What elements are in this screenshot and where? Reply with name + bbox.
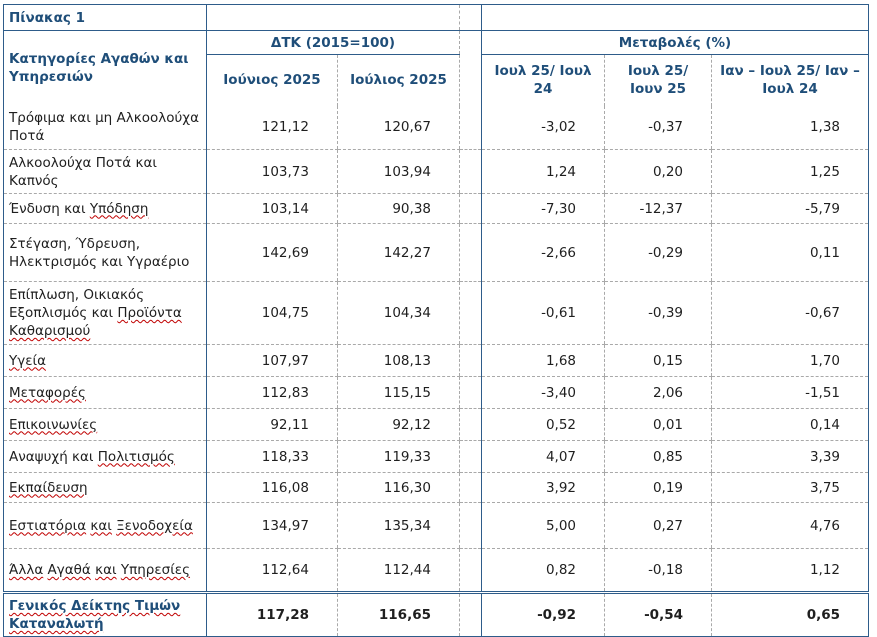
row-value: 4,07	[482, 441, 605, 473]
row-value: -5,79	[712, 194, 869, 224]
row-value: 108,13	[338, 345, 460, 377]
row-value: -0,18	[605, 549, 712, 593]
row-value: 115,15	[338, 377, 460, 409]
row-category: Μεταφορές	[4, 377, 207, 409]
row-value: 135,34	[338, 503, 460, 549]
row-value: -3,40	[482, 377, 605, 409]
spacer-cell	[460, 345, 482, 377]
table-row	[4, 503, 869, 549]
row-value: -0,39	[605, 282, 712, 345]
row-value: 0,27	[605, 503, 712, 549]
total-value: 117,28	[207, 593, 338, 637]
col-jul25-jul24: Ιουλ 25/ Ιουλ 24	[482, 55, 605, 106]
table-row	[4, 549, 869, 593]
row-value: 1,25	[712, 150, 869, 194]
row-value: 1,12	[712, 549, 869, 593]
cpi-table	[3, 4, 869, 637]
row-value: 0,15	[605, 345, 712, 377]
row-value: 3,39	[712, 441, 869, 473]
row-value: 134,97	[207, 503, 338, 549]
total-row	[4, 593, 869, 637]
row-category: Επίπλωση, Οικιακός Εξοπλισμός και Προϊόντα Καθαρισμού	[4, 282, 207, 345]
row-category: Στέγαση, Ύδρευση, Ηλεκτρισμός και Υγραέριο	[4, 224, 207, 282]
row-value: 0,20	[605, 150, 712, 194]
row-value: 0,11	[712, 224, 869, 282]
row-value: 0,82	[482, 549, 605, 593]
spacer-cell	[460, 377, 482, 409]
row-value: -7,30	[482, 194, 605, 224]
spacer-cell	[460, 150, 482, 194]
spacer-cell	[460, 106, 482, 150]
total-value: 116,65	[338, 593, 460, 637]
spacer-cell	[460, 503, 482, 549]
row-value: 90,38	[338, 194, 460, 224]
row-value: 1,68	[482, 345, 605, 377]
row-value: -12,37	[605, 194, 712, 224]
row-value: 0,01	[605, 409, 712, 441]
col-june-2025: Ιούνιος 2025	[207, 55, 338, 106]
row-value: 3,92	[482, 473, 605, 503]
spacer-cell	[460, 194, 482, 224]
row-value: 0,19	[605, 473, 712, 503]
row-category: Ένδυση και Υπόδηση	[4, 194, 207, 224]
row-category: Εκπαίδευση	[4, 473, 207, 503]
row-value: 104,75	[207, 282, 338, 345]
category-header: Κατηγορίες Αγαθών και Υπηρεσιών	[4, 31, 207, 106]
row-value: -0,67	[712, 282, 869, 345]
table-row	[4, 150, 869, 194]
row-value: 2,06	[605, 377, 712, 409]
row-value: 107,97	[207, 345, 338, 377]
spacer-cell	[460, 282, 482, 345]
row-category: Άλλα Αγαθά και Υπηρεσίες	[4, 549, 207, 593]
row-value: 112,64	[207, 549, 338, 593]
row-value: 0,14	[712, 409, 869, 441]
row-value: 103,73	[207, 150, 338, 194]
col-jul25-jun25: Ιουλ 25/ Ιουν 25	[605, 55, 712, 106]
row-value: 142,69	[207, 224, 338, 282]
table-row	[4, 224, 869, 282]
table-row	[4, 345, 869, 377]
row-value: 112,83	[207, 377, 338, 409]
table-row	[4, 106, 869, 150]
table-row	[4, 194, 869, 224]
total-value: -0,54	[605, 593, 712, 637]
row-value: 92,11	[207, 409, 338, 441]
row-value: -1,51	[712, 377, 869, 409]
row-value: 5,00	[482, 503, 605, 549]
row-value: 1,24	[482, 150, 605, 194]
row-value: 0,85	[605, 441, 712, 473]
row-value: 118,33	[207, 441, 338, 473]
spacer-cell	[460, 224, 482, 282]
row-category: Επικοινωνίες	[4, 409, 207, 441]
row-value: -3,02	[482, 106, 605, 150]
spacer-cell	[460, 409, 482, 441]
row-category: Εστιατόρια και Ξενοδοχεία	[4, 503, 207, 549]
row-value: 1,70	[712, 345, 869, 377]
col-jan-jul: Ιαν – Ιουλ 25/ Ιαν – Ιουλ 24	[712, 55, 869, 106]
row-value: 0,52	[482, 409, 605, 441]
spacer-cell	[460, 473, 482, 503]
table-row	[4, 441, 869, 473]
row-value: 112,44	[338, 549, 460, 593]
table-caption: Πίνακας 1	[4, 5, 207, 31]
row-value: -0,29	[605, 224, 712, 282]
row-category: Υγεία	[4, 345, 207, 377]
row-category: Αλκοολούχα Ποτά και Καπνός	[4, 150, 207, 194]
row-value: 116,08	[207, 473, 338, 503]
table-row	[4, 282, 869, 345]
spacer-cell	[460, 441, 482, 473]
row-value: -2,66	[482, 224, 605, 282]
row-value: 103,94	[338, 150, 460, 194]
row-value: 119,33	[338, 441, 460, 473]
row-value: -0,37	[605, 106, 712, 150]
row-value: 104,34	[338, 282, 460, 345]
col-july-2025: Ιούλιος 2025	[338, 55, 460, 106]
row-value: 4,76	[712, 503, 869, 549]
table-row	[4, 473, 869, 503]
total-value: -0,92	[482, 593, 605, 637]
row-value: -0,61	[482, 282, 605, 345]
cpi-group-header: ΔΤΚ (2015=100)	[207, 31, 460, 55]
row-value: 121,12	[207, 106, 338, 150]
spacer-cell	[460, 549, 482, 593]
row-value: 142,27	[338, 224, 460, 282]
row-value: 92,12	[338, 409, 460, 441]
table-row	[4, 409, 869, 441]
row-value: 116,30	[338, 473, 460, 503]
row-value: 3,75	[712, 473, 869, 503]
changes-group-header: Μεταβολές (%)	[482, 31, 869, 55]
row-category: Αναψυχή και Πολιτισμός	[4, 441, 207, 473]
row-value: 120,67	[338, 106, 460, 150]
row-value: 1,38	[712, 106, 869, 150]
row-value: 103,14	[207, 194, 338, 224]
total-label: Γενικός Δείκτης Τιμών Καταναλωτή	[4, 593, 207, 637]
row-category: Τρόφιμα και μη Αλκοολούχα Ποτά	[4, 106, 207, 150]
total-value: 0,65	[712, 593, 869, 637]
table-row	[4, 377, 869, 409]
